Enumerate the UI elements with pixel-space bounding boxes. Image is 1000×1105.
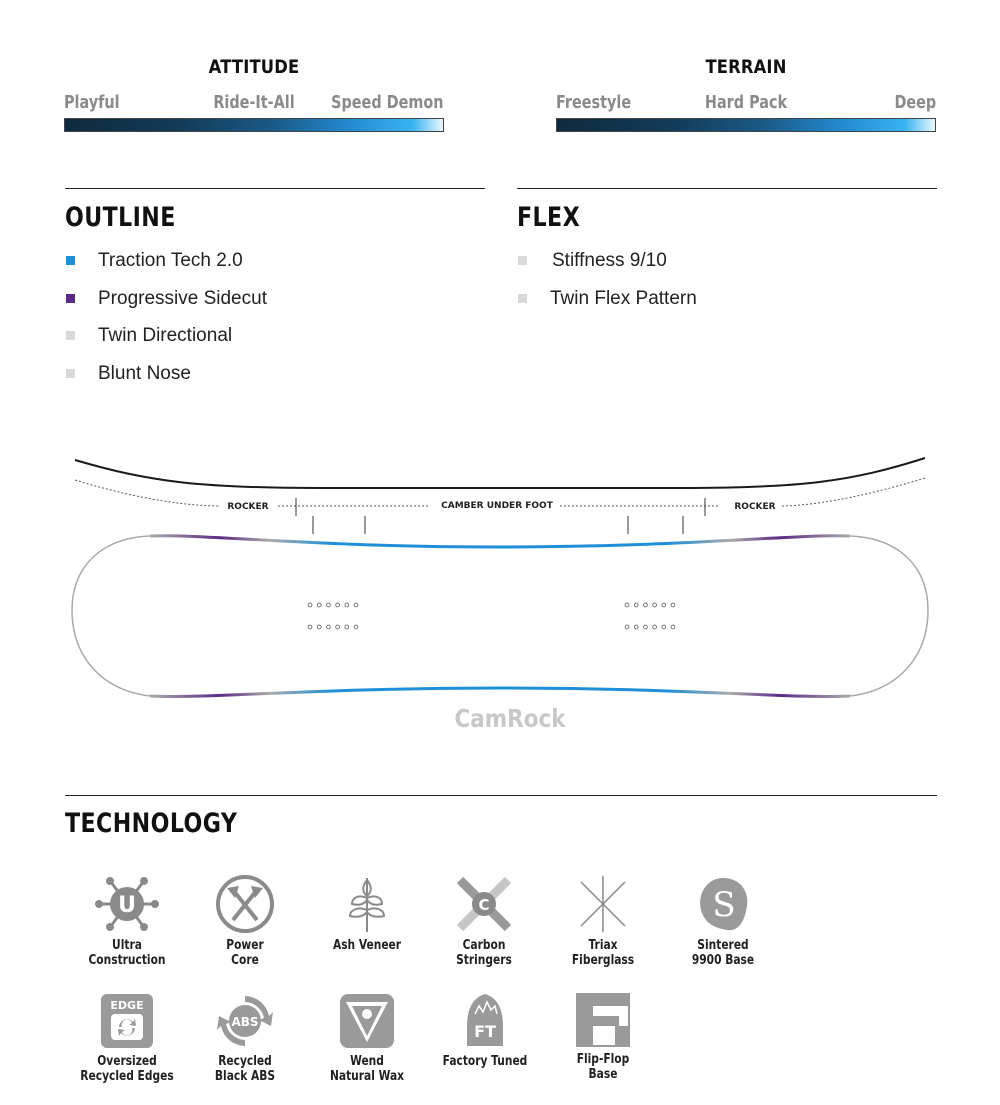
recycled-abs-icon [215, 992, 275, 1050]
triax-fiberglass-icon [573, 874, 633, 934]
tech-triax-fiberglass [538, 874, 668, 968]
tech-label: Wend Natural Wax [329, 1054, 405, 1084]
svg-text:S: S [712, 885, 736, 925]
tech-label: Power Core [226, 938, 264, 968]
ash-veneer-icon [342, 874, 392, 934]
technology-divider [65, 795, 937, 796]
flex-divider [517, 188, 937, 189]
tech-label: Factory Tuned [442, 1054, 528, 1069]
outline-item-label: Blunt Nose [98, 362, 191, 384]
tech-label: Carbon Stringers [456, 938, 512, 968]
recycled-edges-icon [99, 992, 155, 1050]
twin-directional-swatch [66, 331, 75, 340]
tech-ash-veneer [302, 874, 432, 953]
tech-ultra-construction [62, 874, 192, 968]
camber-label: CAMBER UNDER FOOT [441, 501, 553, 511]
ultra-construction-icon [91, 874, 163, 934]
attitude-gradient-bar [64, 118, 444, 132]
terrain-label-deep: Deep [894, 92, 936, 113]
tech-flip-flop-base [538, 992, 668, 1082]
progressive-sidecut-swatch [66, 294, 75, 303]
terrain-gradient-bar [556, 118, 936, 132]
outline-item-label: Twin Directional [98, 325, 233, 346]
outline-item [64, 363, 267, 401]
flex-item [516, 288, 697, 326]
flex-item-label: Twin Flex Pattern [550, 287, 697, 309]
board-profile-line [75, 458, 925, 488]
attitude-label-ride-it-all: Ride-It-All [213, 92, 295, 113]
blunt-nose-swatch [66, 369, 75, 378]
flip-flop-base-icon [575, 992, 631, 1048]
tech-label: Ash Veneer [332, 938, 402, 953]
terrain-scale [556, 56, 936, 132]
tech-label: Recycled Black ABS [214, 1054, 276, 1084]
tech-power-core [180, 874, 310, 968]
rocker-dotted-line-right [780, 478, 925, 506]
tech-label: Oversized Recycled Edges [80, 1054, 174, 1084]
attitude-scale [64, 56, 444, 132]
power-core-icon [213, 874, 277, 934]
factory-tuned-icon [465, 992, 505, 1050]
tech-label: Triax Fiberglass [571, 938, 635, 968]
attitude-label-playful: Playful [64, 92, 120, 113]
tech-recycled-abs [180, 992, 310, 1084]
tech-label: Flip-Flop Base [576, 1052, 630, 1082]
terrain-label-freestyle: Freestyle [556, 92, 632, 113]
board-outline [72, 536, 928, 697]
svg-text:FT: FT [474, 1022, 496, 1041]
outline-item [64, 250, 267, 288]
twin-flex-swatch [518, 294, 527, 303]
tech-label: Sintered 9900 Base [691, 938, 755, 968]
svg-text:EDGE: EDGE [110, 999, 144, 1012]
terrain-label-hard-pack: Hard Pack [704, 92, 788, 113]
flex-heading: FLEX [517, 202, 581, 233]
rocker-label-left: ROCKER [227, 502, 269, 512]
sintered-base-icon [693, 874, 753, 934]
tech-sintered-base [658, 874, 788, 968]
svg-text:C: C [478, 896, 490, 914]
svg-text:U: U [118, 893, 136, 918]
terrain-title: TERRAIN [705, 56, 787, 78]
flex-item [516, 250, 697, 288]
flex-list [516, 250, 697, 325]
tech-carbon-stringers [419, 874, 549, 968]
profile-name: CamRock [454, 704, 566, 733]
attitude-label-speed-demon: Speed Demon [331, 92, 444, 113]
tech-factory-tuned [420, 992, 550, 1069]
traction-tech-swatch [66, 256, 75, 265]
rocker-label-right: ROCKER [734, 502, 776, 512]
stiffness-swatch [518, 256, 527, 265]
svg-text:ABS: ABS [231, 1015, 259, 1029]
flex-item-label: Stiffness 9/10 [552, 250, 667, 271]
outline-item-label: Traction Tech 2.0 [98, 250, 243, 271]
outline-item [64, 288, 267, 326]
technology-heading: TECHNOLOGY [65, 808, 238, 839]
tech-wend-wax [302, 992, 432, 1084]
outline-list [64, 250, 267, 400]
outline-item [64, 325, 267, 363]
tech-label: Ultra Construction [88, 938, 166, 968]
carbon-stringers-icon [454, 874, 514, 934]
attitude-title: ATTITUDE [208, 56, 300, 78]
outline-heading: OUTLINE [65, 202, 176, 233]
outline-item-label: Progressive Sidecut [98, 287, 267, 309]
wend-wax-icon [338, 992, 396, 1050]
tech-recycled-edges [62, 992, 192, 1084]
outline-divider [65, 188, 485, 189]
